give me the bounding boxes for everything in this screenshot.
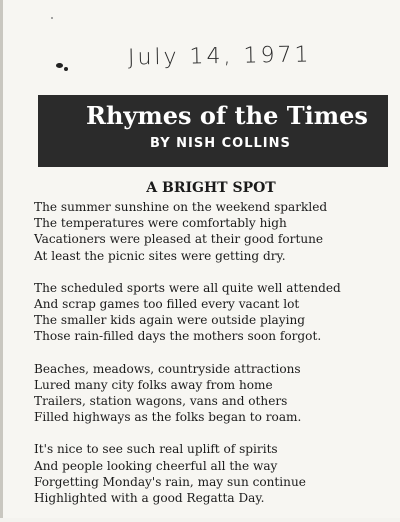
stanza bbox=[34, 361, 396, 426]
poem-title: A BRIGHT SPOT bbox=[146, 180, 276, 196]
column-banner bbox=[38, 95, 388, 167]
column-title: Rhymes of the Times bbox=[86, 101, 368, 130]
stanza bbox=[34, 199, 396, 264]
poem-line: And scrap games too filled every vacant lot bbox=[34, 297, 300, 312]
poem-line: The scheduled sports were all quite well attended bbox=[34, 280, 341, 295]
stanza bbox=[34, 280, 396, 345]
poem-line: The temperatures were comfortably high bbox=[34, 216, 287, 231]
poem-line: The smaller kids again were outside playing bbox=[34, 313, 305, 328]
poem-line: And people looking cheerful all the way bbox=[34, 458, 278, 473]
paper-edge bbox=[0, 0, 3, 518]
handwritten-date: July 14, 1971 bbox=[127, 42, 312, 71]
poem-line: Filled highways as the folks began to roam. bbox=[34, 410, 302, 425]
poem-line: It's nice to see such real uplift of spirits bbox=[34, 442, 278, 457]
stanza bbox=[34, 441, 396, 506]
column-byline: BY NISH COLLINS bbox=[150, 136, 291, 151]
poem-line: Those rain-filled days the mothers soon forgot. bbox=[34, 329, 322, 344]
poem-body bbox=[34, 199, 396, 522]
poem-line: Trailers, station wagons, vans and others bbox=[34, 394, 288, 409]
ink-speck bbox=[51, 17, 53, 19]
poem-line: The summer sunshine on the weekend sparkled bbox=[34, 200, 328, 214]
poem-line: Highlighted with a good Regatta Day. bbox=[34, 491, 265, 506]
poem-line: Beaches, meadows, countryside attractions bbox=[34, 361, 301, 376]
ink-speck bbox=[64, 67, 68, 71]
poem-line: Lured many city folks away from home bbox=[34, 377, 273, 392]
poem-line: Forgetting Monday's rain, may sun continue bbox=[34, 474, 306, 489]
poem-line: Vacationers were pleased at their good fortune bbox=[34, 232, 324, 247]
ink-speck bbox=[56, 63, 63, 68]
poem-line: At least the picnic sites were getting dry. bbox=[34, 248, 286, 263]
